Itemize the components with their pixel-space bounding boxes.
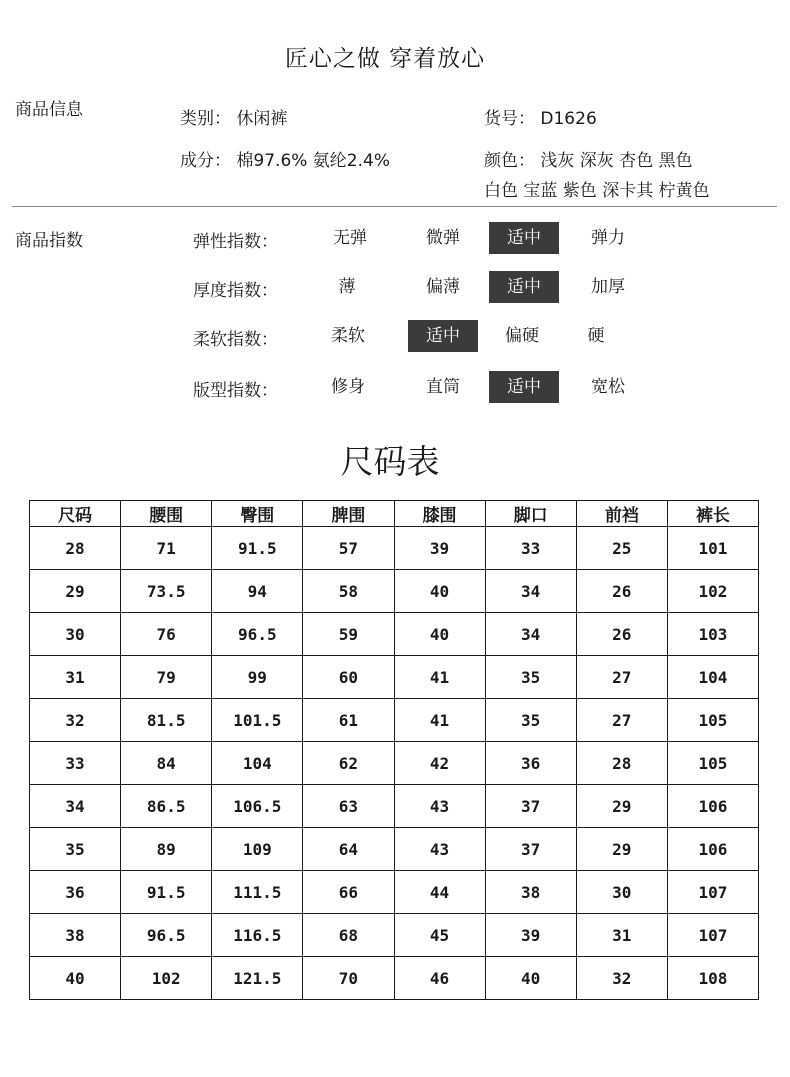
size-row: [30, 570, 759, 613]
size-row: [30, 914, 759, 957]
size-cell: 39: [394, 527, 485, 570]
size-cell: 28: [30, 527, 121, 570]
index-option: 无弹: [333, 228, 367, 248]
size-cell: 89: [121, 828, 212, 871]
header-size: 尺码: [30, 501, 121, 527]
index-option: 加厚: [591, 277, 625, 297]
size-cell: 106.5: [212, 785, 303, 828]
index-label: 柔软指数：: [193, 330, 278, 350]
size-cell: 116.5: [212, 914, 303, 957]
item-number-text: 货号： D1626: [484, 109, 597, 129]
index-option: 薄: [338, 277, 356, 297]
size-cell: 42: [394, 742, 485, 785]
category-text: 类别： 休闲裤: [180, 109, 288, 129]
size-cell: 99: [212, 656, 303, 699]
index-option: 修身: [331, 377, 365, 397]
size-row: [30, 613, 759, 656]
index-option: 偏薄: [426, 277, 460, 297]
size-cell: 108: [667, 957, 758, 1000]
size-row: [30, 656, 759, 699]
size-cell: 30: [30, 613, 121, 656]
size-row: [30, 871, 759, 914]
size-cell: 36: [30, 871, 121, 914]
size-cell: 45: [394, 914, 485, 957]
size-cell: 91.5: [121, 871, 212, 914]
size-cell: 35: [485, 656, 576, 699]
index-label: 弹性指数：: [193, 232, 278, 252]
size-chart-header-row: [30, 501, 759, 527]
size-cell: 40: [394, 570, 485, 613]
product-info-label: 商品信息: [15, 100, 83, 120]
size-cell: 101: [667, 527, 758, 570]
size-cell: 107: [667, 914, 758, 957]
size-cell: 62: [303, 742, 394, 785]
size-cell: 35: [30, 828, 121, 871]
size-cell: 33: [30, 742, 121, 785]
size-cell: 33: [485, 527, 576, 570]
size-cell: 26: [576, 570, 667, 613]
index-option: 直筒: [426, 377, 460, 397]
header-hip: 臀围: [212, 501, 303, 527]
size-cell: 102: [667, 570, 758, 613]
size-cell: 91.5: [212, 527, 303, 570]
page-headline: 匠心之做 穿着放心: [284, 46, 486, 72]
size-cell: 57: [303, 527, 394, 570]
index-option: 宽松: [591, 377, 625, 397]
size-cell: 38: [30, 914, 121, 957]
size-cell: 94: [212, 570, 303, 613]
size-cell: 105: [667, 699, 758, 742]
size-cell: 41: [394, 699, 485, 742]
size-row: [30, 699, 759, 742]
size-cell: 39: [485, 914, 576, 957]
size-row: [30, 828, 759, 871]
index-option-selected: 适中: [489, 371, 559, 403]
size-cell: 30: [576, 871, 667, 914]
header-knee: 膝围: [394, 501, 485, 527]
size-cell: 26: [576, 613, 667, 656]
index-option: 弹力: [591, 228, 625, 248]
size-cell: 84: [121, 742, 212, 785]
size-cell: 68: [303, 914, 394, 957]
size-cell: 104: [212, 742, 303, 785]
size-row: [30, 742, 759, 785]
index-option: 微弹: [426, 228, 460, 248]
composition-text: 成分： 棉97.6% 氨纶2.4%: [180, 151, 391, 171]
section-divider: [12, 206, 777, 207]
size-row: [30, 785, 759, 828]
size-cell: 27: [576, 699, 667, 742]
size-cell: 103: [667, 613, 758, 656]
size-cell: 60: [303, 656, 394, 699]
size-cell: 32: [576, 957, 667, 1000]
index-option: 硬: [587, 326, 605, 346]
size-row: [30, 957, 759, 1000]
size-cell: 101.5: [212, 699, 303, 742]
size-chart-table: [29, 500, 759, 1000]
header-front-rise: 前裆: [576, 501, 667, 527]
size-cell: 66: [303, 871, 394, 914]
size-cell: 43: [394, 828, 485, 871]
size-cell: 111.5: [212, 871, 303, 914]
size-cell: 29: [576, 828, 667, 871]
size-cell: 43: [394, 785, 485, 828]
colors-text: 颜色： 浅灰 深灰 杏色 黑色: [484, 151, 693, 171]
index-option: 偏硬: [505, 326, 539, 346]
size-cell: 61: [303, 699, 394, 742]
size-cell: 40: [485, 957, 576, 1000]
size-cell: 27: [576, 656, 667, 699]
size-cell: 37: [485, 785, 576, 828]
size-cell: 44: [394, 871, 485, 914]
size-cell: 105: [667, 742, 758, 785]
header-waist: 腰围: [121, 501, 212, 527]
size-cell: 35: [485, 699, 576, 742]
index-label: 厚度指数：: [193, 281, 278, 301]
size-cell: 40: [30, 957, 121, 1000]
size-cell: 76: [121, 613, 212, 656]
size-cell: 31: [30, 656, 121, 699]
size-cell: 41: [394, 656, 485, 699]
index-option-selected: 适中: [489, 271, 559, 303]
size-cell: 34: [30, 785, 121, 828]
size-cell: 46: [394, 957, 485, 1000]
size-cell: 34: [485, 570, 576, 613]
size-cell: 64: [303, 828, 394, 871]
size-cell: 58: [303, 570, 394, 613]
header-thigh: 脾围: [303, 501, 394, 527]
size-cell: 70: [303, 957, 394, 1000]
size-cell: 106: [667, 785, 758, 828]
size-cell: 37: [485, 828, 576, 871]
header-hem: 脚口: [485, 501, 576, 527]
size-cell: 121.5: [212, 957, 303, 1000]
index-label: 版型指数：: [193, 381, 278, 401]
size-cell: 28: [576, 742, 667, 785]
size-cell: 96.5: [212, 613, 303, 656]
size-cell: 104: [667, 656, 758, 699]
size-chart-title: 尺码表: [340, 442, 440, 481]
size-cell: 38: [485, 871, 576, 914]
size-chart-body: [30, 527, 759, 1000]
size-cell: 106: [667, 828, 758, 871]
index-option: 柔软: [331, 326, 365, 346]
size-cell: 73.5: [121, 570, 212, 613]
size-cell: 71: [121, 527, 212, 570]
index-option-selected: 适中: [408, 320, 478, 352]
size-cell: 40: [394, 613, 485, 656]
size-cell: 102: [121, 957, 212, 1000]
colors-text-continued: 白色 宝蓝 紫色 深卡其 柠黄色: [484, 181, 710, 201]
size-cell: 107: [667, 871, 758, 914]
size-cell: 63: [303, 785, 394, 828]
size-cell: 59: [303, 613, 394, 656]
size-cell: 96.5: [121, 914, 212, 957]
product-index-label: 商品指数: [15, 231, 83, 251]
size-cell: 86.5: [121, 785, 212, 828]
size-cell: 31: [576, 914, 667, 957]
size-cell: 79: [121, 656, 212, 699]
size-cell: 81.5: [121, 699, 212, 742]
size-cell: 29: [30, 570, 121, 613]
size-cell: 109: [212, 828, 303, 871]
header-length: 裤长: [667, 501, 758, 527]
size-cell: 32: [30, 699, 121, 742]
index-option-selected: 适中: [489, 222, 559, 254]
size-cell: 25: [576, 527, 667, 570]
size-cell: 36: [485, 742, 576, 785]
size-cell: 29: [576, 785, 667, 828]
size-row: [30, 527, 759, 570]
size-cell: 34: [485, 613, 576, 656]
